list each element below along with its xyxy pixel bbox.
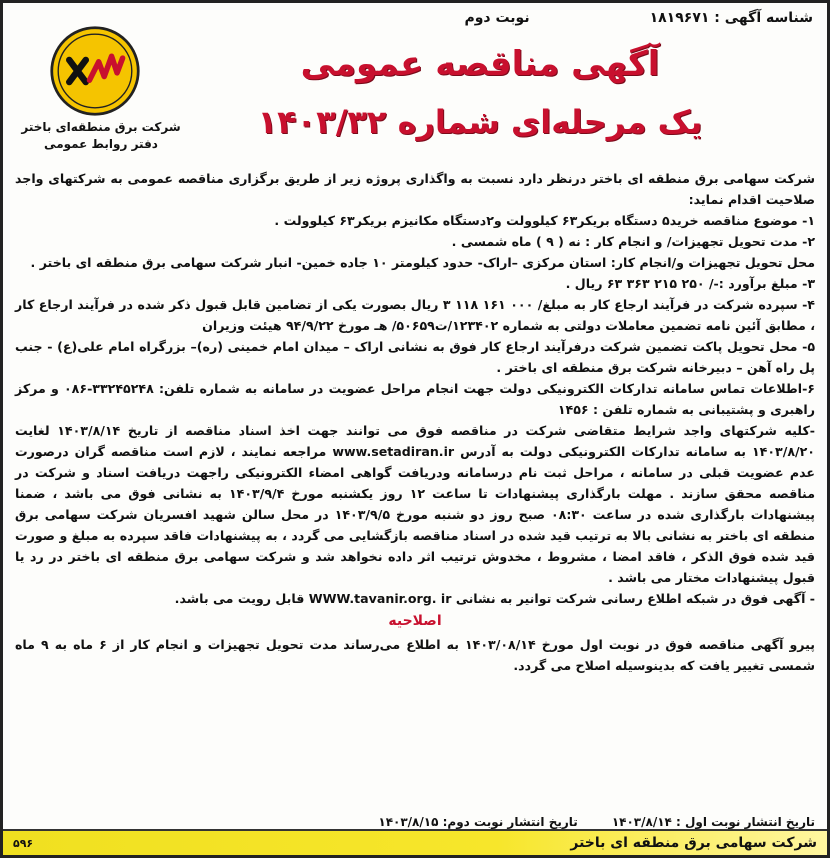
item-duration: ۲- مدت تحویل تجهیزات/ و انجام کار : نه ( ۹ ) ماه شمسی . — [451, 234, 815, 249]
ad-body — [15, 168, 815, 676]
item-estimate: ۳- مبلغ برآورد :-/ ۲۵۰ ۲۱۵ ۳۶۳ ۶۳ ریال . — [565, 276, 815, 291]
network-note: - آگهی فوق در شبکه اطلاع رسانی شرکت توانیر به نشانی WWW.tavanir.org. ir قابل رویت می باشد. — [174, 591, 815, 606]
item-contact-info: ۶-اطلاعات تماس سامانه تدارکات الکترونیکی دولت جهت انجام مراحل عضویت در سامانه به شماره تلفن: ۳۳۲۴۵۲۴۸-۰۸۶ و مرکز راهبری و پشتیبانی به شماره تلفن : ۱۴۵۶ — [15, 381, 815, 417]
footer-bar — [3, 829, 827, 855]
item-deposit: ۴- سپرده شرکت در فرآیند ارجاع کار به مبلغ/ ۰۰۰ ۱۶۱ ۱۱۸ ۳ ریال بصورت یکی از تضامین قابل قبول ذکر شده در فرآیند ارجاع کار ، مطابق آئین نامه تضمین معاملات دولتی به شماره ۱۲۳۴۰۲/ت۵۰۶۵۹/ هـ مورخ ۹۴/۹/۲۲ هیئت وزیران — [15, 297, 815, 333]
company-block — [11, 119, 191, 153]
item-envelope-delivery: ۵- محل تحویل پاکت تضمین شرکت درفرآیند ارجاع کار فوق به نشانی اراک – میدان امام خمینی (ره)– بزرگراه امام علی(ع) - جنب پل راه آهن – دبیرخانه شرکت برق منطقه ای باختر . — [15, 339, 815, 375]
delivery-location: محل تحویل تجهیزات و/انجام کار: استان مرکزی –اراک- حدود کیلومتر ۱۰ جاده خمین- انبار شرکت سهامی برق منطقه ای باختر . — [30, 255, 815, 270]
department-name: دفتر روابط عمومی — [44, 137, 158, 151]
round-label: نوبت دوم — [464, 10, 530, 26]
tender-number-title: یک مرحله‌ای شماره ۱۴۰۳/۳۲ — [257, 103, 703, 141]
ad-id: شناسه آگهی : ۱۸۱۹۶۷۱ — [649, 10, 813, 26]
main-title: آگهی مناقصه عمومی — [300, 44, 660, 84]
company-logo-icon — [49, 25, 141, 117]
footer-company: شرکت سهامی برق منطقه ای باختر — [570, 835, 817, 851]
intro-paragraph: شرکت سهامی برق منطقه ای باختر درنظر دارد نسبت به واگذاری پروژه زیر از طریق برگزاری مناقصه عمومی به شرکتهای واجد صلاحیت اقدام نماید: — [15, 171, 815, 207]
second-publication-date: تاریخ انتشار نوبت دوم: ۱۴۰۳/۸/۱۵ — [378, 815, 578, 829]
item-subject: ۱- موضوع مناقصه خرید۵ دستگاه بریکر۶۳ کیلوولت و۲دستگاه مکانیزم بریکر۶۳ کیلوولت . — [274, 213, 815, 228]
correction-text: پیرو آگهی مناقصه فوق در نوبت اول مورخ ۱۴۰۳/۰۸/۱۴ به اطلاع می‌رساند مدت تحویل تجهیزات و انجام کار از ۶ ماه به ۹ ماه شمسی تغییر یافت که بدینوسیله اصلاح می گردد. — [15, 637, 815, 673]
first-publication-date: تاریخ انتشار نوبت اول : ۱۴۰۳/۸/۱۴ — [611, 815, 815, 829]
page-number: ۵۹۶ — [13, 836, 34, 850]
company-name: شرکت برق منطقه‌ای باختر — [21, 120, 181, 134]
conditions-paragraph: -کلیه شرکتهای واجد شرایط متقاضی شرکت در مناقصه فوق می توانند جهت اخذ اسناد مناقصه از تاریخ ۱۴۰۳/۸/۱۴ لغایت ۱۴۰۳/۸/۲۰ به سامانه تدارکات الکترونیکی دولت به آدرس www.setadiran.ir مراجعه نمایند ، لازم است مناقصه گران درصورت عدم عضویت قبلی در سامانه ، مراحل ثبت نام درسامانه ودریافت گواهی امضاء الکترونیکی راجهت دریافت اسناد و شرکت در مناقصه محقق سازند . مهلت بارگذاری پیشنهادات تا ساعت ۱۲ روز یکشنبه مورخ ۱۴۰۳/۹/۴ به نشانی فوق می باشد ، ضمنا پیشنهادات بارگذاری شده در ساعت ۰۸:۳۰ صبح روز دو شنبه مورخ ۱۴۰۳/۹/۵ در محل سالن شهید افسریان شرکت سهامی برق منطقه ای باختر به نشانی بالا به ترتیب قید شده در اسناد مناقصه بازگشایی می گردد ، به پیشنهادات فاقد سپرده به مبلغ و صورت قید شده فوق الذکر ، فاقد امضا ، مشروط ، مخدوش ترتیب اثر داده نخواهد شد و شرکت سهامی برق منطقه ای باختر در رد یا قبول پیشنهادات مختار می باشد . — [15, 423, 816, 585]
correction-heading: اصلاحیه — [388, 613, 442, 629]
